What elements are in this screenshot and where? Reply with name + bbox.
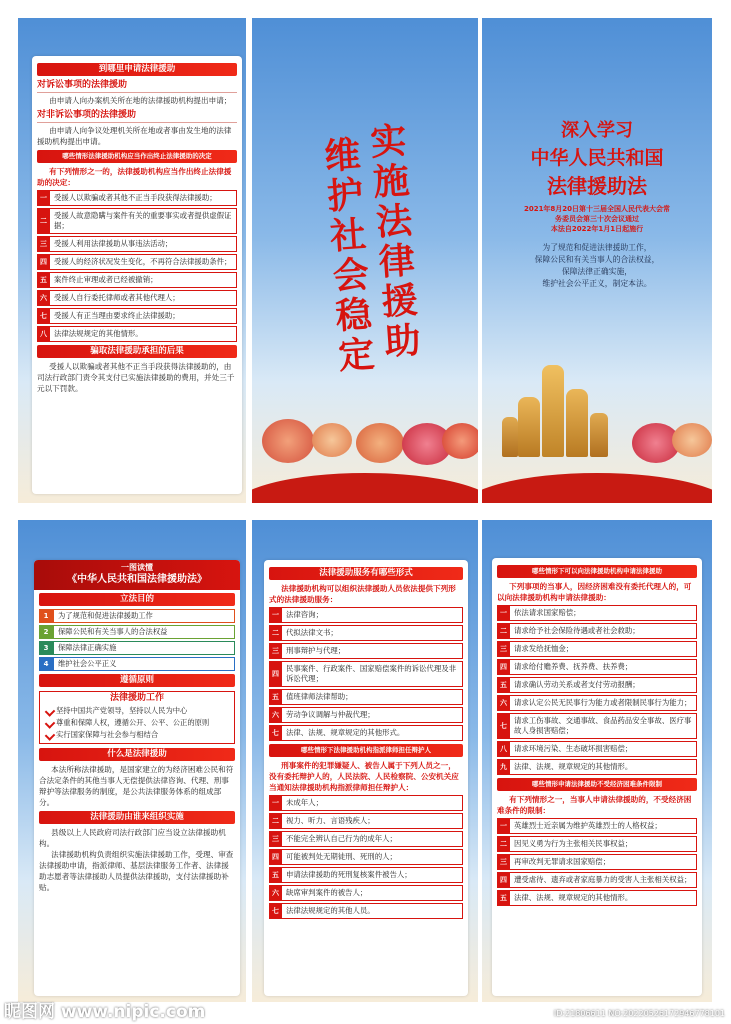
fraud-header: 骗取法律援助承担的后果 xyxy=(37,345,237,358)
purpose-header: 立法目的 xyxy=(39,593,235,606)
overview-card xyxy=(34,560,240,996)
nonlitigation-title: 对非诉讼事项的法律援助 xyxy=(37,109,237,123)
passed-line2: 务委员会第三十次会议通过 xyxy=(555,215,639,223)
list-item: 四 民事案件、行政案件、国家赔偿案件的诉讼代理及非诉讼代理； xyxy=(269,661,463,687)
intro-line: 维护社会公平正义，制定本法。 xyxy=(542,279,652,288)
list-item: 七 受援人有正当理由要求终止法律援助； xyxy=(37,308,237,324)
defense-lead: 刑事案件的犯罪嫌疑人、被告人属于下列人员之一，没有委托辩护人的，人民法院、人民检察院、公安机关应当通知法律援助机构指派律师担任辩护人： xyxy=(269,761,459,792)
list-item: 七 法律、法规、规章规定的其他形式。 xyxy=(269,725,463,741)
list-item: 四 请求给付赡养费、抚养费、扶养费； xyxy=(497,659,697,675)
list-item: 一 依法请求国家赔偿； xyxy=(497,605,697,621)
list-item: 三 刑事辩护与代理； xyxy=(269,643,463,659)
apply-header: 哪些情形下可以向法律援助机构申请法律援助 xyxy=(497,565,697,578)
who-text-2: 法律援助机构负责组织实施法律援助工作，受理、审查法律援助申请，指派律师、基层法律服务工作者、法律援助志愿者等法律援助人员提供法律援助，支付法律援助补贴。 xyxy=(39,850,234,892)
list-item: 四 受援人的经济状况发生变化，不再符合法律援助条件； xyxy=(37,254,237,270)
list-item: 五 案件终止审理或者已经被撤销； xyxy=(37,272,237,288)
whatis-text: 本法所称法律援助，是国家建立的为经济困难公民和符合法定条件的其他当事人无偿提供法律咨询、代理、刑事辩护等法律服务的制度，是公共法律服务体系的组成部分。 xyxy=(39,765,234,807)
nolimit-lead: 有下列情形之一，当事人申请法律援助的，不受经济困难条件的限制： xyxy=(497,795,692,815)
site-watermark-logo: 昵图网 www.nipic.com xyxy=(4,1002,206,1022)
terminate-list xyxy=(37,190,237,342)
overview-title-main: 《中华人民共和国法律援助法》 xyxy=(67,574,207,585)
intro-line: 保障法律正确实施， xyxy=(561,267,633,276)
forms-lead: 法律援助机构可以组织法律援助人员依法提供下列形式的法律援助服务： xyxy=(269,584,456,604)
passed-line1: 2021年8月20日第十三届全国人民代表大会常 xyxy=(523,205,671,213)
list-item: 二 视力、听力、言语残疾人； xyxy=(269,813,463,829)
principles-header: 遵循原则 xyxy=(39,674,235,687)
list-item: 六 请求认定公民无民事行为能力或者限制民事行为能力； xyxy=(497,695,697,711)
slogan-right: 实施法律援助 xyxy=(363,120,423,364)
litigation-text: 由申请人向办案机关所在地的法律援助机构提出申请； xyxy=(49,96,232,105)
list-item: 二 请求给予社会保险待遇或者社会救助； xyxy=(497,623,697,639)
apply-lead: 下列事项的当事人，因经济困难没有委托代理人的，可以向法律援助机构申请法律援助： xyxy=(497,582,692,602)
list-item: 五 值班律师法律帮助； xyxy=(269,689,463,705)
defense-header: 哪些情形下法律援助机构指派律师担任辩护人 xyxy=(269,744,463,757)
list-item: 五 请求确认劳动关系或者支付劳动报酬； xyxy=(497,677,697,693)
nolimit-header: 哪些情形申请法律援助不受经济困难条件限制 xyxy=(497,778,697,791)
image-id-watermark: ID:21806611 NO:20220526172946778101 xyxy=(553,1009,725,1018)
effective-date: 本法自2022年1月1日起施行 xyxy=(550,225,644,233)
cover-title-line2: 中华人民共和国 xyxy=(530,147,664,169)
fraud-text: 受援人以欺骗或者其他不正当手段获得法律援助的，由司法行政部门责令其支付已实施法律援助的费用，并处三千元以下罚款。 xyxy=(37,362,235,393)
list-item: 八 请求环境污染、生态破坏损害赔偿； xyxy=(497,741,697,757)
overview-title-small: 一图读懂 xyxy=(121,563,153,572)
list-item: 二 因见义勇为行为主张相关民事权益； xyxy=(497,836,697,852)
cover-title-line3: 法律援助法 xyxy=(547,174,647,198)
list-item: 九 法律、法规、规章规定的其他情形。 xyxy=(497,759,697,775)
panel-legal-aid-procedures xyxy=(18,18,246,503)
list-item: 七 请求工伤事故、交通事故、食品药品安全事故、医疗事故人身损害赔偿； xyxy=(497,713,697,739)
peony-decoration xyxy=(252,398,478,503)
list-item: 三 请求发给抚恤金； xyxy=(497,641,697,657)
list-item: 四 可能被判处无期徒刑、死刑的人； xyxy=(269,849,463,865)
where-to-apply-header: 到哪里申请法律援助 xyxy=(37,63,237,76)
forms-header: 法律援助服务有哪些形式 xyxy=(269,567,463,580)
intro-text xyxy=(482,242,712,290)
list-item: 五 法律、法规、规章规定的其他情形。 xyxy=(497,890,697,906)
intro-line: 保障公民和有关当事人的合法权益， xyxy=(534,255,660,264)
panel-cover xyxy=(482,18,712,503)
list-item: 六 劳动争议调解与仲裁代理； xyxy=(269,707,463,723)
list-item: 六 受援人自行委托律师或者其他代理人； xyxy=(37,290,237,306)
panel-slogan xyxy=(252,18,478,503)
intro-line: 为了规范和促进法律援助工作， xyxy=(542,243,652,252)
overview-title-banner xyxy=(34,560,240,590)
list-item: 1 为了规范和促进法律援助工作 xyxy=(39,609,235,623)
list-item: 七 法律法规规定的其他人员。 xyxy=(269,903,463,919)
list-item: 4 维护社会公平正义 xyxy=(39,657,235,671)
list-item: 八 法律法规规定的其他情形。 xyxy=(37,326,237,342)
list-item: 一 未成年人； xyxy=(269,795,463,811)
list-item: 三 不能完全辨认自己行为的成年人； xyxy=(269,831,463,847)
list-item: 3 保障法律正确实施 xyxy=(39,641,235,655)
terminate-header: 哪些情形法律援助机构应当作出终止法律援助的决定 xyxy=(37,150,237,163)
list-item: 一 受援人以欺骗或者其他不正当手段获得法律援助； xyxy=(37,190,237,206)
cover-title-line1: 深入学习 xyxy=(561,120,633,141)
list-item: 六 缺席审判案件的被告人； xyxy=(269,885,463,901)
slogan-left: 维护社会稳定 xyxy=(317,134,377,378)
apply-conditions-card xyxy=(492,558,702,996)
list-item: 一 英雄烈士近亲属为维护英雄烈士的人格权益； xyxy=(497,818,697,834)
list-item: 三 受援人利用法律援助从事违法活动； xyxy=(37,236,237,252)
who-text-1: 县级以上人民政府司法行政部门应当设立法律援助机构。 xyxy=(39,828,226,848)
principle-item: 坚持中国共产党领导，坚持以人民为中心 xyxy=(44,705,230,717)
litigation-title: 对诉讼事项的法律援助 xyxy=(37,79,237,93)
list-item: 四 遭受虐待、遗弃或者家庭暴力的受害人主张相关权益； xyxy=(497,872,697,888)
panel-apply-conditions xyxy=(482,520,712,1002)
panel-overview xyxy=(18,520,246,1002)
service-forms-card xyxy=(264,560,468,996)
principles-sub: 法律援助工作 xyxy=(109,693,164,703)
list-item: 一 法律咨询； xyxy=(269,607,463,623)
principle-item: 实行国家保障与社会参与相结合 xyxy=(44,729,230,741)
list-item: 二 代拟法律文书； xyxy=(269,625,463,641)
who-header: 法律援助由谁来组织实施 xyxy=(39,811,235,824)
terminate-lead: 有下列情形之一的，法律援助机构应当作出终止法律援助的决定： xyxy=(37,167,232,187)
list-item: 2 保障公民和有关当事人的合法权益 xyxy=(39,625,235,639)
principle-item: 尊重和保障人权，遵循公开、公平、公正的原则 xyxy=(44,717,230,729)
whatis-header: 什么是法律援助 xyxy=(39,748,235,761)
list-item: 五 申请法律援助的死刑复核案件被告人； xyxy=(269,867,463,883)
procedures-card xyxy=(32,56,242,494)
list-item: 三 再审改判无罪请求国家赔偿； xyxy=(497,854,697,870)
cover-peony-decoration xyxy=(482,398,712,503)
panel-service-forms xyxy=(252,520,478,1002)
nonlitigation-text: 由申请人向争议处理机关所在地或者事由发生地的法律援助机构提出申请。 xyxy=(37,126,232,146)
principles-box xyxy=(39,691,235,744)
list-item: 二 受援人故意隐瞒与案件有关的重要事实或者提供虚假证据； xyxy=(37,208,237,234)
